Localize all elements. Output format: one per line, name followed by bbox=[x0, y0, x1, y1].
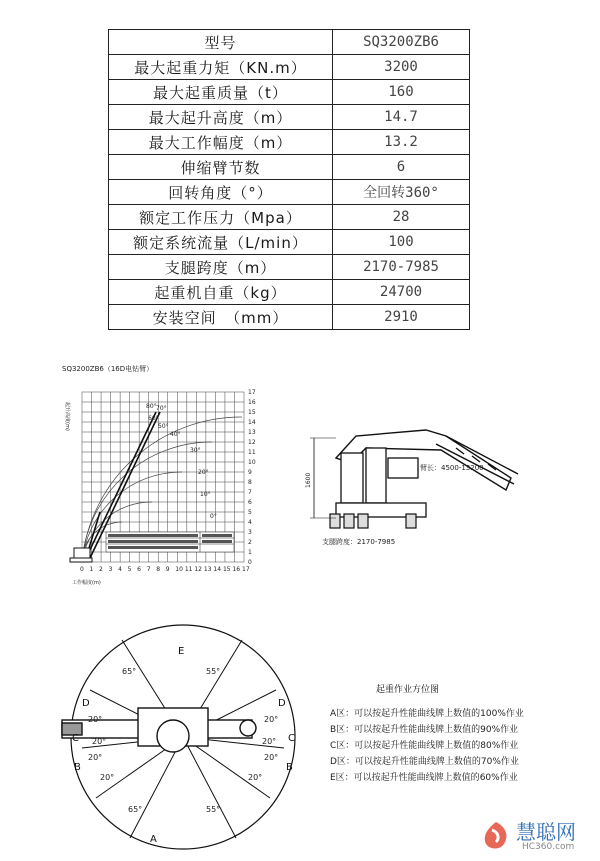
spec-row bbox=[109, 55, 470, 80]
angle-label: 20° bbox=[198, 469, 209, 476]
y-tick-label: 11 bbox=[248, 449, 256, 456]
spec-row bbox=[109, 130, 470, 155]
x-tick-label: 5 bbox=[127, 566, 132, 573]
zone-letter: A bbox=[150, 834, 157, 845]
spec-value: 全回转360° bbox=[333, 180, 470, 205]
spec-key: 最大起重力矩（KN.m） bbox=[109, 55, 333, 80]
x-tick-label: 17 bbox=[242, 566, 250, 573]
y-tick-label: 6 bbox=[248, 499, 252, 506]
x-tick-label: 13 bbox=[203, 566, 212, 573]
spec-key: 伸缩臂节数 bbox=[109, 155, 333, 180]
x-tick-labels bbox=[80, 566, 250, 573]
crane-base bbox=[70, 548, 92, 562]
spec-key: 最大起升高度（m） bbox=[109, 105, 333, 130]
y-tick-label: 8 bbox=[248, 479, 252, 486]
outrigger-span-label: 支腿跨度：2170-7985 bbox=[322, 538, 396, 546]
y-tick-label: 12 bbox=[248, 439, 256, 446]
watermark-url: HC360.com bbox=[522, 842, 575, 852]
zone-letter: C bbox=[72, 733, 79, 744]
x-tick-label: 15 bbox=[222, 566, 231, 573]
spec-key: 额定工作压力（Mpa） bbox=[109, 205, 333, 230]
angle-label: 80° bbox=[146, 403, 157, 410]
spec-row bbox=[109, 280, 470, 305]
y-tick-label: 14 bbox=[248, 419, 256, 426]
x-tick-label: 10 bbox=[175, 566, 183, 573]
spec-key: 安装空间 （mm） bbox=[109, 305, 333, 330]
angle-label: 40° bbox=[170, 431, 181, 438]
spec-value: 13.2 bbox=[333, 130, 470, 155]
legend-line: D区：可以按起升性能曲线牌上数值的70%作业 bbox=[330, 757, 519, 767]
load-chart-title: SQ3200ZB6（16D电钻臂） bbox=[62, 365, 154, 373]
watermark bbox=[478, 816, 596, 856]
spec-row bbox=[109, 105, 470, 130]
spec-key: 额定系统流量（L/min） bbox=[109, 230, 333, 255]
x-tick-label: 14 bbox=[213, 566, 222, 573]
angle-label: 0° bbox=[210, 513, 217, 520]
column-structure bbox=[336, 448, 426, 517]
zone-letter: D bbox=[82, 698, 90, 709]
spec-table bbox=[108, 29, 470, 330]
spec-row bbox=[109, 80, 470, 105]
angle-label: 30° bbox=[190, 447, 201, 454]
spec-key: 回转角度（°） bbox=[109, 180, 333, 205]
zone-angle: 20° bbox=[88, 753, 103, 762]
legend-title: 起重作业方位图 bbox=[376, 685, 440, 695]
zone-angle: 55° bbox=[206, 667, 221, 676]
x-tick-label: 11 bbox=[184, 566, 193, 573]
boom-length-label: 臂长：4500-13200 bbox=[420, 464, 484, 472]
spec-header-value: SQ3200ZB6 bbox=[333, 30, 470, 55]
x-axis-label: 工作幅度(m) bbox=[72, 580, 101, 586]
zone-letter: E bbox=[178, 646, 185, 657]
x-tick-label: 6 bbox=[137, 566, 142, 573]
x-tick-label: 2 bbox=[99, 566, 103, 573]
spec-row bbox=[109, 155, 470, 180]
x-tick-label: 4 bbox=[118, 566, 122, 573]
spec-row bbox=[109, 230, 470, 255]
zone-angle: 20° bbox=[264, 753, 279, 762]
zone-letter: D bbox=[278, 698, 286, 709]
x-tick-label: 1 bbox=[89, 566, 94, 573]
y-tick-labels bbox=[248, 389, 256, 566]
spec-value: 3200 bbox=[333, 55, 470, 80]
zone-angle: 20° bbox=[92, 737, 107, 746]
spec-value: 28 bbox=[333, 205, 470, 230]
x-tick-label: 0 bbox=[80, 566, 84, 573]
legend-line: B区：可以按起升性能曲线牌上数值的90%作业 bbox=[330, 725, 519, 735]
y-axis-label: 起升高度(m) bbox=[64, 402, 70, 431]
angle-label: 10° bbox=[200, 491, 211, 498]
side-view-drawing bbox=[296, 418, 526, 548]
spec-key: 支腿跨度（m） bbox=[109, 255, 333, 280]
x-tick-label: 16 bbox=[232, 566, 241, 573]
spec-value: 160 bbox=[333, 80, 470, 105]
spec-row bbox=[109, 255, 470, 280]
spec-header-row bbox=[109, 30, 470, 55]
zone-letter: B bbox=[286, 762, 293, 773]
zone-angle: 20° bbox=[88, 715, 103, 724]
x-tick-label: 7 bbox=[146, 566, 151, 573]
zone-angle: 20° bbox=[248, 773, 263, 782]
x-tick-label: 9 bbox=[165, 566, 170, 573]
y-tick-label: 1 bbox=[248, 549, 252, 556]
y-tick-label: 16 bbox=[248, 399, 256, 406]
spec-row bbox=[109, 305, 470, 330]
height-label: 1600 bbox=[305, 472, 312, 488]
zone-angle: 20° bbox=[262, 737, 277, 746]
zone-letter: C bbox=[288, 733, 295, 744]
spec-value: 14.7 bbox=[333, 105, 470, 130]
zone-letter: B bbox=[74, 762, 81, 773]
x-tick-label: 3 bbox=[108, 566, 113, 573]
zone-angle: 65° bbox=[122, 667, 137, 676]
watermark-text: 慧聪网 bbox=[516, 820, 576, 844]
spec-key: 起重机自重（kg） bbox=[109, 280, 333, 305]
spec-header-key: 型号 bbox=[109, 30, 333, 55]
legend-line: A区：可以按起升性能曲线牌上数值的100%作业 bbox=[330, 709, 524, 719]
zone-angle: 65° bbox=[128, 805, 143, 814]
y-tick-label: 15 bbox=[248, 409, 256, 416]
y-tick-label: 13 bbox=[248, 429, 256, 436]
y-tick-label: 10 bbox=[248, 459, 256, 466]
angle-label: 70° bbox=[156, 405, 167, 412]
angle-label: 50° bbox=[158, 423, 169, 430]
spec-value: 2910 bbox=[333, 305, 470, 330]
y-tick-label: 3 bbox=[248, 529, 252, 536]
spec-row bbox=[109, 205, 470, 230]
x-tick-label: 12 bbox=[194, 566, 202, 573]
y-tick-label: 0 bbox=[248, 559, 252, 566]
y-tick-label: 4 bbox=[248, 519, 252, 526]
legend-line: E区：可以按起升性能曲线牌上数值的60%作业 bbox=[330, 773, 518, 783]
work-zone-diagram bbox=[52, 620, 314, 854]
spec-key: 最大工作幅度（m） bbox=[109, 130, 333, 155]
zone-angle: 55° bbox=[206, 805, 221, 814]
y-tick-label: 2 bbox=[248, 539, 252, 546]
zone-angle: 20° bbox=[264, 715, 279, 724]
watermark-logo-icon bbox=[478, 818, 514, 854]
legend-line: C区：可以按起升性能曲线牌上数值的80%作业 bbox=[330, 741, 519, 751]
spec-value: 100 bbox=[333, 230, 470, 255]
spec-value: 24700 bbox=[333, 280, 470, 305]
y-tick-label: 9 bbox=[248, 469, 252, 476]
y-tick-label: 17 bbox=[248, 389, 256, 396]
spec-value: 6 bbox=[333, 155, 470, 180]
spec-key: 最大起重质量（t） bbox=[109, 80, 333, 105]
y-tick-label: 5 bbox=[248, 509, 252, 516]
spec-value: 2170-7985 bbox=[333, 255, 470, 280]
zone-angle: 20° bbox=[100, 773, 115, 782]
y-tick-label: 7 bbox=[248, 489, 252, 496]
spec-row bbox=[109, 180, 470, 205]
work-zone-legend bbox=[330, 680, 540, 790]
x-tick-label: 8 bbox=[156, 566, 161, 573]
angle-label: 60° bbox=[148, 415, 159, 422]
load-chart bbox=[60, 362, 270, 587]
